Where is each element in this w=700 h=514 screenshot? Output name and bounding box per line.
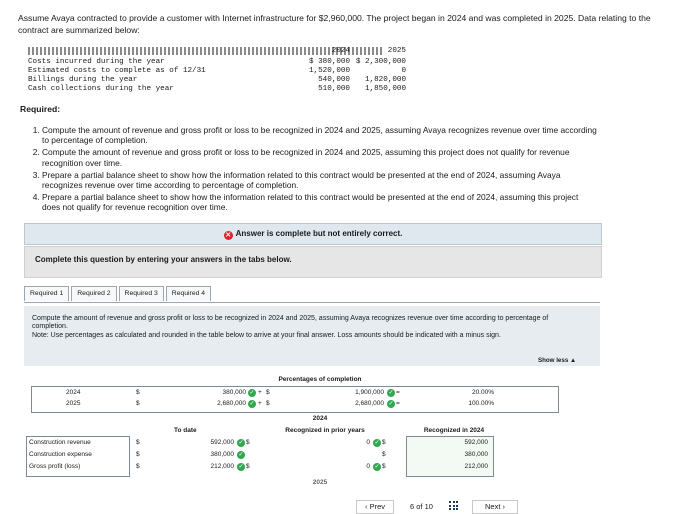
required-heading: Required:	[20, 104, 61, 114]
tab-required-3[interactable]: Required 3	[119, 286, 164, 301]
rec-next-year-label: 2025	[312, 479, 328, 486]
check-icon: ✓	[388, 401, 394, 407]
check-icon: ✓	[238, 440, 244, 446]
prev-button[interactable]: ‹ Prev	[356, 500, 394, 514]
answer-table-area: Percentages of completion 2024 $ 380,000 ✓ + $ 1,900,000 ✓ = 20.00% 2025 $ 2,680,000 ✓ + $ 2,680,000 ✓ = 100.00% 2024 To date Recognized in prior years Recognized in 2024 Construction revenue $ 592,000 ✓ $ 0 ✓ $ 592,000 Construction expense $ 380,000 ✓ $ 380,000 Gross profit (loss) $ 212,000 ✓ $ 0 ✓ $ 212,000 2025	[24, 368, 584, 513]
tab-divider	[24, 302, 600, 303]
pct-year-2025: 2025	[66, 400, 81, 407]
gp-prior[interactable]: 0	[366, 463, 370, 470]
gp-to-date[interactable]: 212,000	[210, 463, 234, 470]
total-cost-2024[interactable]: 1,900,000	[355, 389, 384, 396]
rec-row-label: Gross profit (loss)	[29, 463, 81, 470]
tab-strip	[24, 286, 213, 302]
tab-required-4[interactable]: Required 4	[166, 286, 211, 301]
rec-row-label: Construction revenue	[29, 439, 91, 446]
required-list	[18, 125, 597, 214]
next-button[interactable]: Next ›	[472, 500, 518, 514]
rev-current[interactable]: 592,000	[464, 439, 488, 446]
total-cost-2025[interactable]: 2,680,000	[355, 400, 384, 407]
table-row: Estimated costs to complete as of 12/31 1,520,000 0	[28, 67, 406, 75]
problem-intro: Assume Avaya contracted to provide a customer with Internet infrastructure for $2,960,000. The project began in 2024 and was completed in 2025. Data relating to the contract are summarized below:	[18, 13, 651, 35]
pct-2025[interactable]: 100.00%	[468, 400, 494, 407]
chevron-right-icon: ›	[502, 502, 505, 511]
col-current-year: Recognized in 2024	[423, 427, 485, 434]
pct-year-2024: 2024	[66, 389, 81, 396]
rev-to-date[interactable]: 592,000	[210, 439, 234, 446]
page-indicator: 6 of 10	[410, 502, 433, 511]
tab-required-2[interactable]: Required 2	[71, 286, 116, 301]
list-item: 3. Prepare a partial balance sheet to show how the information related to this contract would be presented at the end of 2024, assuming Avaya recognizes revenue over time according to percentage of completion.	[42, 170, 597, 191]
error-x-icon: ✕	[225, 232, 232, 239]
check-icon: ✓	[249, 401, 255, 407]
table-row: Cash collections during the year 510,000 1,850,000	[28, 85, 406, 93]
table-row: Costs incurred during the year $ 380,000 $ 2,300,000	[28, 58, 406, 66]
list-item: 4. Prepare a partial balance sheet to show how the information related to this contract would be presented at the end of 2024, assuming this project does not qualify for revenue recognition over time.	[42, 192, 597, 213]
exp-to-date[interactable]: 380,000	[210, 451, 234, 458]
show-less-link[interactable]: Show less ▲	[538, 357, 577, 364]
exp-current[interactable]: 380,000	[464, 451, 488, 458]
caret-up-icon: ▲	[570, 357, 577, 364]
rev-prior[interactable]: 0	[366, 439, 370, 446]
instruction-text: Complete this question by entering your answers in the tabs below.	[35, 255, 292, 264]
year-2024-header: 2024	[331, 47, 350, 55]
chevron-left-icon: ‹	[364, 502, 368, 511]
list-item: 1. Compute the amount of revenue and gross profit or loss to be recognized in 2024 and 2025, assuming Avaya recognizes revenue over time according to percentage of completion.	[42, 125, 597, 146]
panel-note: Note: Use percentages as calculated and rounded in the table below to arrive at your final answer. Loss amounts should be indicated with a minus sign.	[32, 331, 501, 339]
tab-required-1[interactable]: Required 1	[24, 286, 69, 301]
pct-2024[interactable]: 20.00%	[471, 389, 494, 396]
data-table-years	[28, 47, 406, 56]
question-panel	[24, 306, 600, 366]
panel-question: Compute the amount of revenue and gross profit or loss to be recognized in 2024 and 2025, assuming Avaya recognizes revenue over time according to percentage of completion.	[32, 315, 549, 331]
check-icon: ✓	[238, 464, 244, 470]
gp-current[interactable]: 212,000	[464, 463, 488, 470]
rec-row-label: Construction expense	[29, 451, 92, 458]
col-to-date: To date	[174, 427, 197, 434]
check-icon: ✓	[374, 440, 380, 446]
check-icon: ✓	[374, 464, 380, 470]
to-date-cost-2025[interactable]: 2,680,000	[217, 400, 246, 407]
col-prior-years: Recognized in prior years	[285, 427, 365, 434]
table-row: Billings during the year 540,000 1,820,000	[28, 76, 406, 84]
check-icon: ✓	[388, 390, 394, 396]
grid-icon[interactable]	[449, 501, 458, 510]
answer-status-text: Answer is complete but not entirely correct.	[235, 229, 403, 238]
to-date-cost-2024[interactable]: 380,000	[222, 389, 246, 396]
check-icon: ✓	[249, 390, 255, 396]
year-2025-header: 2025	[387, 47, 406, 55]
pct-header: Percentages of completion	[278, 376, 362, 383]
check-icon: ✓	[238, 452, 244, 458]
list-item: 2. Compute the amount of revenue and gross profit or loss to be recognized in 2024 and 2025, assuming this project does not qualify for revenue recognition over time.	[42, 147, 597, 168]
rec-year-label: 2024	[312, 415, 328, 422]
answer-status-bar	[24, 223, 602, 245]
instruction-bar	[24, 246, 602, 278]
